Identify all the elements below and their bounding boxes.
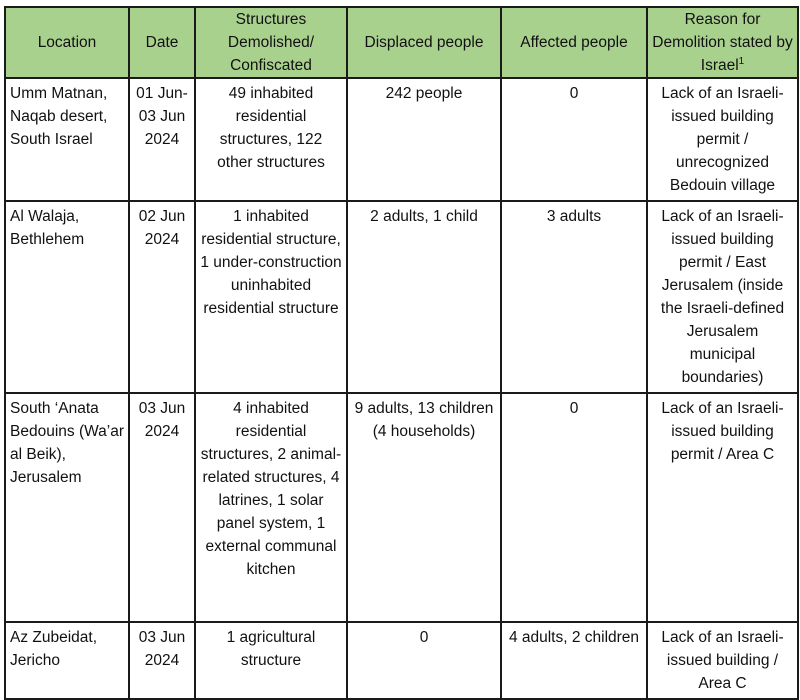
cell-location: Az Zubeidat, Jericho xyxy=(5,622,129,699)
cell-location: South ‘Anata Bedouins (Wa’ar al Beik), Jerusalem xyxy=(5,393,129,622)
header-date: Date xyxy=(129,7,195,78)
cell-structures: 1 inhabited residential structure, 1 under-construction uninhabited residential structure xyxy=(195,201,347,393)
table-row xyxy=(5,622,798,699)
cell-date: 02 Jun 2024 xyxy=(129,201,195,393)
header-reason xyxy=(647,7,798,78)
table-row xyxy=(5,78,798,201)
header-structures: Structures Demolished/ Confiscated xyxy=(195,7,347,78)
cell-date: 03 Jun 2024 xyxy=(129,622,195,699)
cell-date: 01 Jun-03 Jun 2024 xyxy=(129,78,195,201)
header-location: Location xyxy=(5,7,129,78)
cell-displaced: 2 adults, 1 child xyxy=(347,201,501,393)
table-row xyxy=(5,201,798,393)
table-row xyxy=(5,393,798,622)
cell-reason: Lack of an Israeli-issued building permit / unrecognized Bedouin village xyxy=(647,78,798,201)
cell-reason: Lack of an Israeli-issued building permit / Area C xyxy=(647,393,798,622)
cell-affected: 0 xyxy=(501,393,647,622)
header-affected: Affected people xyxy=(501,7,647,78)
demolitions-table xyxy=(4,6,799,700)
table-header-row xyxy=(5,7,798,78)
cell-location: Al Walaja, Bethlehem xyxy=(5,201,129,393)
cell-structures: 49 inhabited residential structures, 122 other structures xyxy=(195,78,347,201)
cell-structures: 4 inhabited residential structures, 2 animal-related structures, 4 latrines, 1 solar panel system, 1 external communal kitchen xyxy=(195,393,347,622)
cell-affected: 0 xyxy=(501,78,647,201)
cell-displaced: 9 adults, 13 children (4 households) xyxy=(347,393,501,622)
cell-date: 03 Jun 2024 xyxy=(129,393,195,622)
header-reason-label: Reason for Demolition stated by Israel xyxy=(652,11,793,74)
cell-displaced: 242 people xyxy=(347,78,501,201)
cell-structures: 1 agricultural structure xyxy=(195,622,347,699)
cell-displaced: 0 xyxy=(347,622,501,699)
cell-location: Umm Matnan, Naqab desert, South Israel xyxy=(5,78,129,201)
cell-affected: 4 adults, 2 children xyxy=(501,622,647,699)
cell-reason: Lack of an Israeli-issued building permit / East Jerusalem (inside the Israeli-defined Jerusalem municipal boundaries) xyxy=(647,201,798,393)
cell-affected: 3 adults xyxy=(501,201,647,393)
cell-reason: Lack of an Israeli-issued building / Area C xyxy=(647,622,798,699)
header-displaced: Displaced people xyxy=(347,7,501,78)
footnote-marker: 1 xyxy=(738,56,745,67)
